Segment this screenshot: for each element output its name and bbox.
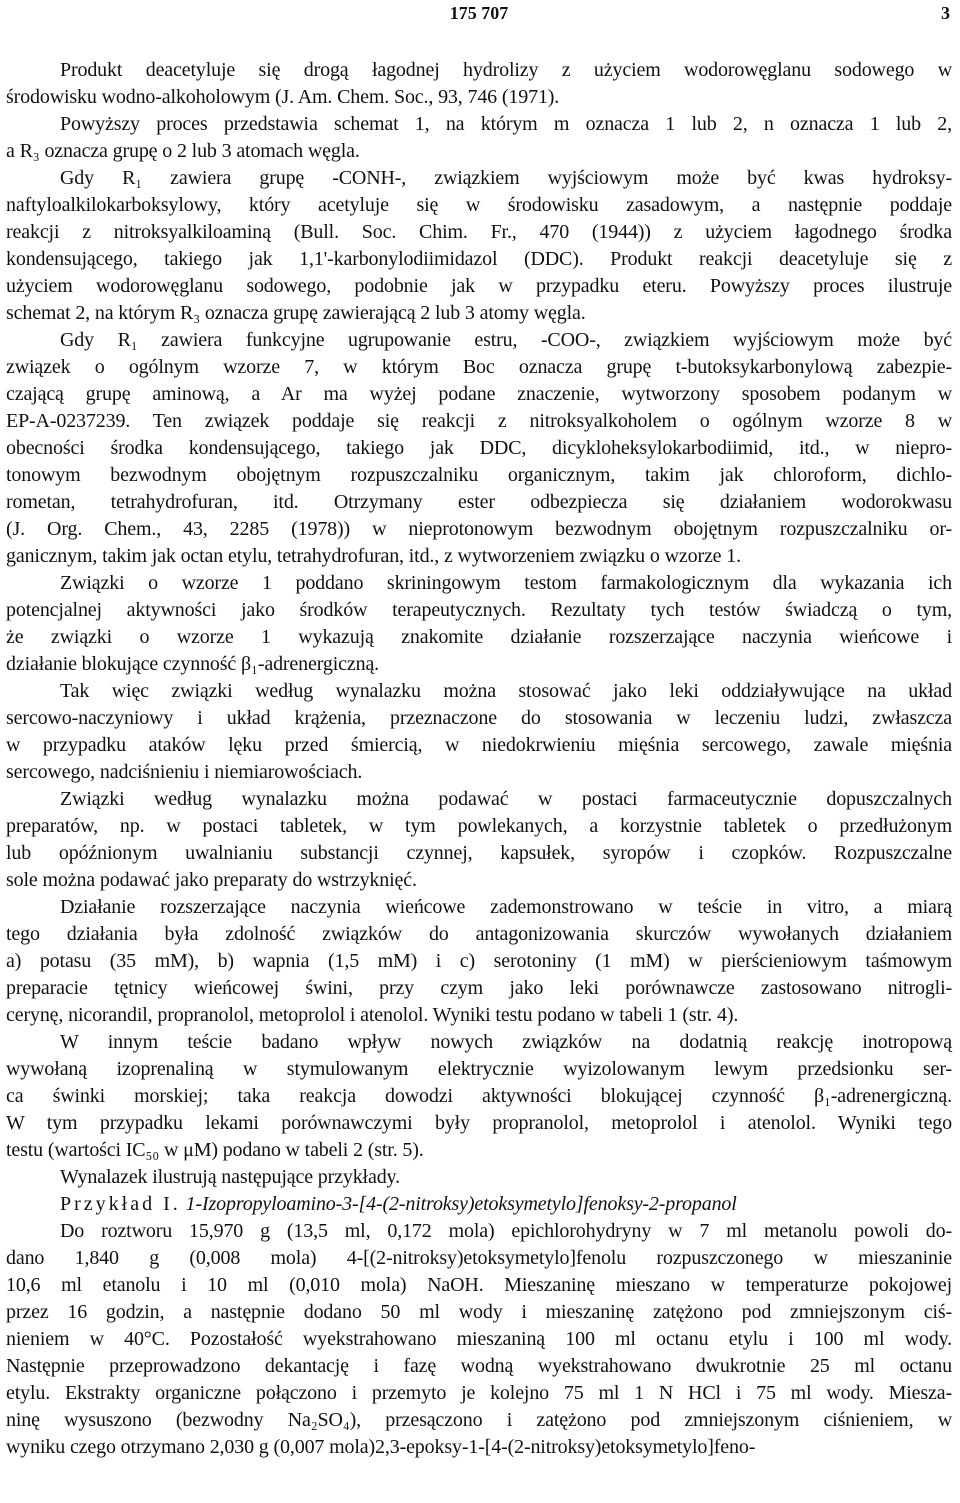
- text-line: Tak więc związki według wynalazku można stosować jako leki oddziaływujące na układ: [60, 680, 952, 702]
- example-heading: [6, 1191, 952, 1218]
- text-line: a R₃ oznacza grupę o 2 lub 3 atomach węgla.: [6, 140, 360, 162]
- text-line: Gdy R₁ zawiera grupę -CONH-, związkiem wyjściowym może być kwas hydroksy-: [60, 167, 952, 189]
- text-line: czającą grupę aminową, a Ar ma wyżej podane znaczenie, wytworzony sposobem podanym w: [6, 383, 952, 405]
- text-line: Działanie rozszerzające naczynia wieńcowe zademonstrowano w teście in vitro, a miarą: [60, 896, 952, 918]
- text-line: W tym przypadku lekami porównawczymi były propranolol, metoprolol i atenolol. Wyniki tego: [6, 1112, 952, 1134]
- example-title: 1-Izopropyloamino-3-[4-(2-nitroksy)etoksymetylo]fenoksy-2-propanol: [185, 1193, 737, 1215]
- text-line: obecności środka kondensującego, takiego jak DDC, dicykloheksylokarbodiimid, itd., w niepro-: [6, 437, 952, 459]
- text-line: sercowego, nadciśnieniu i niemiarowościach.: [6, 761, 363, 783]
- text-line: wywołaną izoprenaliną w stymulowanym elektrycznie wyizolowanym lewym przedsionku ser-: [6, 1058, 952, 1080]
- text-line: ninę wysuszono (bezwodny Na₂SO₄), przesączono i zatężono pod zmniejszonym ciśnieniem, w: [6, 1409, 952, 1431]
- text-line: Następnie przeprowadzono dekantację i fazę wodną wyekstrahowano dwukrotnie 25 ml octanu: [6, 1355, 952, 1377]
- body-text: [6, 57, 952, 1461]
- text-line: cerynę, nicorandil, propranolol, metoprolol i atenolol. Wyniki testu podano w tabeli 1 (str. 4).: [6, 1004, 739, 1026]
- paragraph: [6, 678, 952, 786]
- text-line: związek o ogólnym wzorze 7, w którym Boc oznacza grupę t-butoksykarbonylową zabezpie-: [6, 356, 952, 378]
- text-line: Produkt deacetyluje się drogą łagodnej hydrolizy z użyciem wodorowęglanu sodowego w: [60, 59, 952, 81]
- text-line: Do roztworu 15,970 g (13,5 ml, 0,172 mola) epichlorohydryny w 7 ml metanolu powoli do-: [60, 1220, 952, 1242]
- paragraph: [6, 570, 952, 678]
- page-number: 3: [941, 3, 950, 23]
- text-line: Związki o wzorze 1 poddano skriningowym testom farmakologicznym dla wykazania ich: [60, 572, 952, 594]
- text-line: naftyloalkilokarboksylowy, który acetyluje się w środowisku zasadowym, a następnie poddaje: [6, 194, 952, 216]
- text-line: EP-A-0237239. Ten związek poddaje się reakcji z nitroksyalkoholem o ogólnym wzorze 8 w: [6, 410, 952, 432]
- text-line: Wynalazek ilustrują następujące przykłady.: [60, 1166, 400, 1188]
- document-page: [6, 0, 952, 1503]
- text-line: testu (wartości IC₅₀ w μM) podano w tabeli 2 (str. 5).: [6, 1139, 424, 1161]
- text-line: Związki według wynalazku można podawać w postaci farmaceutycznie dopuszczalnych: [60, 788, 952, 810]
- paragraph: [6, 327, 952, 570]
- text-line: wyniku czego otrzymano 2,030 g (0,007 mola)2,3-epoksy-1-[4-(2-nitroksy)etoksymetylo]feno-: [6, 1436, 756, 1458]
- paragraph: [6, 1029, 952, 1164]
- paragraph: [6, 894, 952, 1029]
- text-line: rometan, tetrahydrofuran, itd. Otrzymany ester odbezpiecza się działaniem wodorokwasu: [6, 491, 952, 513]
- text-line: ganicznym, takim jak octan etylu, tetrahydrofuran, itd., z wytworzeniem związku o wzorze 1.: [6, 545, 741, 567]
- paragraph: [6, 786, 952, 894]
- paragraph: [6, 57, 952, 111]
- text-line: schemat 2, na którym R₃ oznacza grupę zawierającą 2 lub 3 atomy węgla.: [6, 302, 586, 324]
- text-line: preparatów, np. w postaci tabletek, w tym powlekanych, a korzystnie tabletek o przedłużonym: [6, 815, 952, 837]
- text-line: preparacie tętnicy wieńcowej świni, przy czym jako leki porównawcze zastosowano nitrogli-: [6, 977, 952, 999]
- text-line: nieniem w 40°C. Pozostałość wyekstrahowano mieszaniną 100 ml octanu etylu i 100 ml wody.: [6, 1328, 952, 1350]
- text-line: W innym teście badano wpływ nowych związków na dodatnią reakcję inotropową: [60, 1031, 952, 1053]
- example-label: Przykład I.: [60, 1193, 181, 1215]
- text-line: Gdy R₁ zawiera funkcyjne ugrupowanie estru, -COO-, związkiem wyjściowym może być: [60, 329, 952, 351]
- patent-number: 175 707: [449, 3, 509, 23]
- paragraph: [6, 1164, 952, 1191]
- text-line: kondensującego, takiego jak 1,1'-karbonylodiimidazol (DDC). Produkt reakcji deacetyluje się z: [6, 248, 952, 270]
- paragraph: [6, 1218, 952, 1461]
- text-line: potencjalnej aktywności jako środków terapeutycznych. Rezultaty tych testów świadczą o tym,: [6, 599, 952, 621]
- text-line: ca świnki morskiej; taka reakcja dowodzi aktywności blokującej czynność β₁-adrenergiczną.: [6, 1085, 952, 1107]
- paragraph: [6, 111, 952, 165]
- text-line: że związki o wzorze 1 wykazują znakomite działanie rozszerzające naczynia wieńcowe i: [6, 626, 952, 648]
- text-line: sole można podawać jako preparaty do wstrzyknięć.: [6, 869, 417, 891]
- text-line: Powyższy proces przedstawia schemat 1, na którym m oznacza 1 lub 2, n oznacza 1 lub 2,: [60, 113, 952, 135]
- text-line: tego działania była zdolność związków do antagonizowania skurczów wywołanych działaniem: [6, 923, 952, 945]
- text-line: środowisku wodno-alkoholowym (J. Am. Chem. Soc., 93, 746 (1971).: [6, 86, 560, 108]
- text-line: a) potasu (35 mM), b) wapnia (1,5 mM) i c) serotoniny (1 mM) w pierścieniowym taśmowym: [6, 950, 952, 972]
- paragraph: [6, 165, 952, 327]
- text-line: przez 16 godzin, a następnie dodano 50 ml wody i mieszaninę zatężono pod zmniejszonym ciś-: [6, 1301, 952, 1323]
- text-line: (J. Org. Chem., 43, 2285 (1978)) w nieprotonowym bezwodnym obojętnym rozpuszczalniku or-: [6, 518, 952, 540]
- text-line: 10,6 ml etanolu i 10 ml (0,010 mola) NaOH. Mieszaninę mieszano w temperaturze pokojowej: [6, 1274, 952, 1296]
- text-line: tonowym bezwodnym obojętnym rozpuszczalniku organicznym, takim jak chloroform, dichlo-: [6, 464, 952, 486]
- text-line: użyciem wodorowęglanu sodowego, podobnie jak w przypadku eteru. Powyższy proces ilustruje: [6, 275, 952, 297]
- text-line: etylu. Ekstrakty organiczne połączono i przemyto je kolejno 75 ml 1 N HCl i 75 ml wody. Miesza-: [6, 1382, 952, 1404]
- text-line: w przypadku ataków lęku przed śmiercią, w niedokrwieniu mięśnia sercowego, zawale mięśnia: [6, 734, 952, 756]
- text-line: dano 1,840 g (0,008 mola) 4-[(2-nitroksy)etoksymetylo]fenolu rozpuszczonego w mieszaninie: [6, 1247, 952, 1269]
- text-line: działanie blokujące czynność β₁-adrenergiczną.: [6, 653, 380, 675]
- text-line: lub opóźnionym uwalnianiu substancji czynnej, kapsułek, syropów i czopków. Rozpuszczalne: [6, 842, 952, 864]
- text-line: reakcji z nitroksyalkiloaminą (Bull. Soc. Chim. Fr., 470 (1944)) z użyciem łagodnego środka: [6, 221, 952, 243]
- text-line: sercowo-naczyniowy i układ krążenia, przeznaczone do stosowania w leczeniu ludzi, zwłaszcza: [6, 707, 952, 729]
